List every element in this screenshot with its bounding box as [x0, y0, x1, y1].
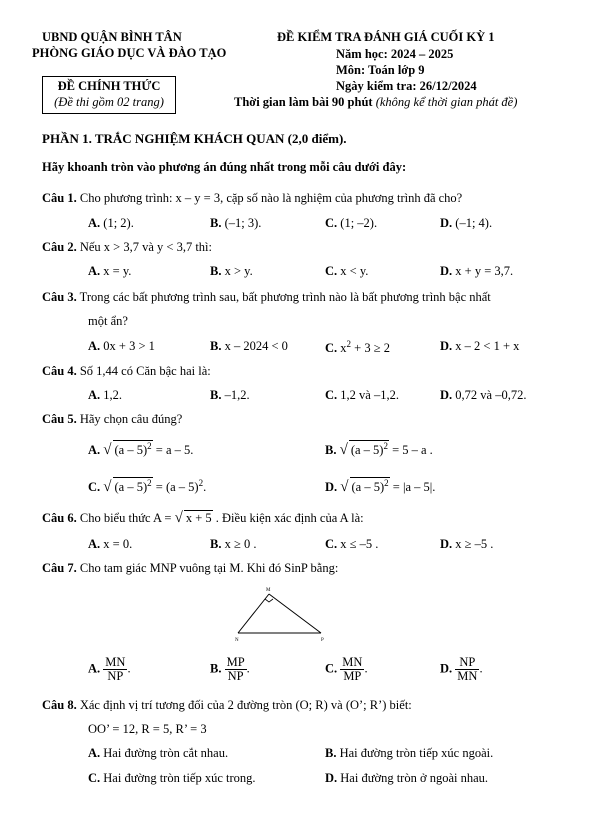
duration-line	[234, 95, 517, 110]
question-5: Câu 5. Hãy chọn câu đúng?	[42, 412, 183, 426]
q8-option-d[interactable]: D. Hai đường tròn ở ngoài nhau.	[325, 771, 489, 785]
question-8: Câu 8. Xác định vị trí tương đối của 2 đường tròn (O; R) và (O’; R’) biết:	[42, 698, 412, 712]
q4-option-d[interactable]: D. 0,72 và –0,72.	[440, 388, 527, 402]
q5-option-c[interactable]: C. √ (a – 5)$^2$ = (a – 5)$^2$.	[88, 478, 207, 496]
q2-option-d[interactable]: D. x + y = 3,7.	[440, 264, 514, 278]
side-mn	[238, 594, 269, 633]
question-6: Câu 6. Cho biểu thức A = √ x + 5 . Điều kiện xác định của A là:	[42, 510, 364, 526]
q3-option-b[interactable]: B. x – 2024 < 0	[210, 339, 288, 353]
q5-option-b[interactable]: B. √ (a – 5)$^2$ = 5 – a .	[325, 441, 433, 459]
q7-option-b[interactable]: B. $\frac{MP}{NP}$ .	[210, 655, 250, 684]
exam-title: ĐỀ KIỂM TRA ĐÁNH GIÁ CUỐI KỲ 1	[277, 30, 495, 44]
vertex-n-label: N	[235, 638, 239, 643]
question-1	[42, 191, 462, 206]
q4-option-a[interactable]: A. 1,2.	[88, 388, 123, 402]
vertex-m-label: M	[266, 588, 271, 593]
vertex-p-label: P	[321, 638, 324, 643]
part1-title: PHẦN 1. TRẮC NGHIỆM KHÁCH QUAN (2,0 điểm).	[42, 131, 347, 146]
department-name: PHÒNG GIÁO DỤC VÀ ĐÀO TẠO	[32, 46, 227, 60]
pages-note: (Đề thi gồm 02 trang)	[54, 95, 164, 109]
q1-option-d[interactable]: D. (–1; 4).	[440, 216, 493, 230]
official-label: ĐỀ CHÍNH THỨC	[57, 79, 161, 93]
q6-option-c[interactable]: C. x ≤ –5 .	[325, 537, 379, 551]
q7-option-c[interactable]: C. $\frac{MN}{MP}$ .	[325, 655, 368, 684]
triangle-figure	[225, 584, 335, 644]
q5-option-d[interactable]: D. √ (a – 5)$^2$ = |a – 5|.	[325, 478, 436, 496]
q7-option-d[interactable]: D. $\frac{NP}{MN}$ .	[440, 655, 483, 684]
q1-option-b[interactable]: B. (–1; 3).	[210, 216, 262, 230]
q3-option-c[interactable]: C. $x^2 + 3 \ge 2$	[325, 339, 390, 356]
right-angle-mark	[265, 599, 273, 602]
question-3: Câu 3. Trong các bất phương trình sau, bất phương trình nào là bất phương trình bậc nhất	[42, 290, 491, 304]
q3-option-a[interactable]: A. 0x + 3 > 1	[88, 339, 155, 353]
question-4: Câu 4. Số 1,44 có Căn bậc hai là:	[42, 364, 211, 378]
question-2: Câu 2. Nếu x > 3,7 và y < 3,7 thì:	[42, 240, 213, 254]
q5-option-a[interactable]: A. √ (a – 5)$^2$ = a – 5.	[88, 441, 194, 459]
question-7: Câu 7. Cho tam giác MNP vuông tại M. Khi đó SinP bằng:	[42, 561, 339, 575]
q8-option-a[interactable]: A. Hai đường tròn cắt nhau.	[88, 746, 229, 760]
q6-option-a[interactable]: A. x = 0.	[88, 537, 133, 551]
q8-option-b[interactable]: B. Hai đường tròn tiếp xúc ngoài.	[325, 746, 494, 760]
q1-option-a[interactable]: A. (1; 2).	[88, 216, 134, 230]
subject: Môn: Toán lớp 9	[336, 63, 425, 77]
q6-option-d[interactable]: D. x ≥ –5 .	[440, 537, 494, 551]
q4-option-c[interactable]: C. 1,2 và –1,2.	[325, 388, 399, 402]
q1-option-c[interactable]: C. (1; –2).	[325, 216, 378, 230]
q3-option-d[interactable]: D. x – 2 < 1 + x	[440, 339, 520, 353]
duration-note: (không kể thời gian phát đề)	[375, 95, 518, 109]
duration: Thời gian làm bài 90 phút	[234, 95, 373, 109]
q2-option-c[interactable]: C. x < y.	[325, 264, 369, 278]
q4-option-b[interactable]: B. –1,2.	[210, 388, 250, 402]
district-name: UBND QUẬN BÌNH TÂN	[42, 30, 182, 44]
question-label: Câu 1.	[42, 191, 77, 205]
side-mp	[269, 594, 321, 633]
question-3-cont: một ẩn?	[88, 314, 128, 328]
part1-instruction: Hãy khoanh tròn vào phương án đúng nhất trong mỗi câu dưới đây:	[42, 160, 407, 174]
question-8-given: OO’ = 12, R = 5, R’ = 3	[88, 722, 207, 736]
school-year: Năm học: 2024 – 2025	[336, 47, 454, 61]
q8-option-c[interactable]: C. Hai đường tròn tiếp xúc trong.	[88, 771, 256, 785]
question-text: Cho phương trình: x – y = 3, cặp số nào là nghiệm của phương trình đã cho?	[76, 191, 463, 205]
q7-option-a[interactable]: A. $\frac{MN}{NP}$ .	[88, 655, 131, 684]
exam-date: Ngày kiểm tra: 26/12/2024	[336, 79, 477, 93]
q6-option-b[interactable]: B. x ≥ 0 .	[210, 537, 257, 551]
q2-option-a[interactable]: A. x = y.	[88, 264, 132, 278]
q2-option-b[interactable]: B. x > y.	[210, 264, 253, 278]
